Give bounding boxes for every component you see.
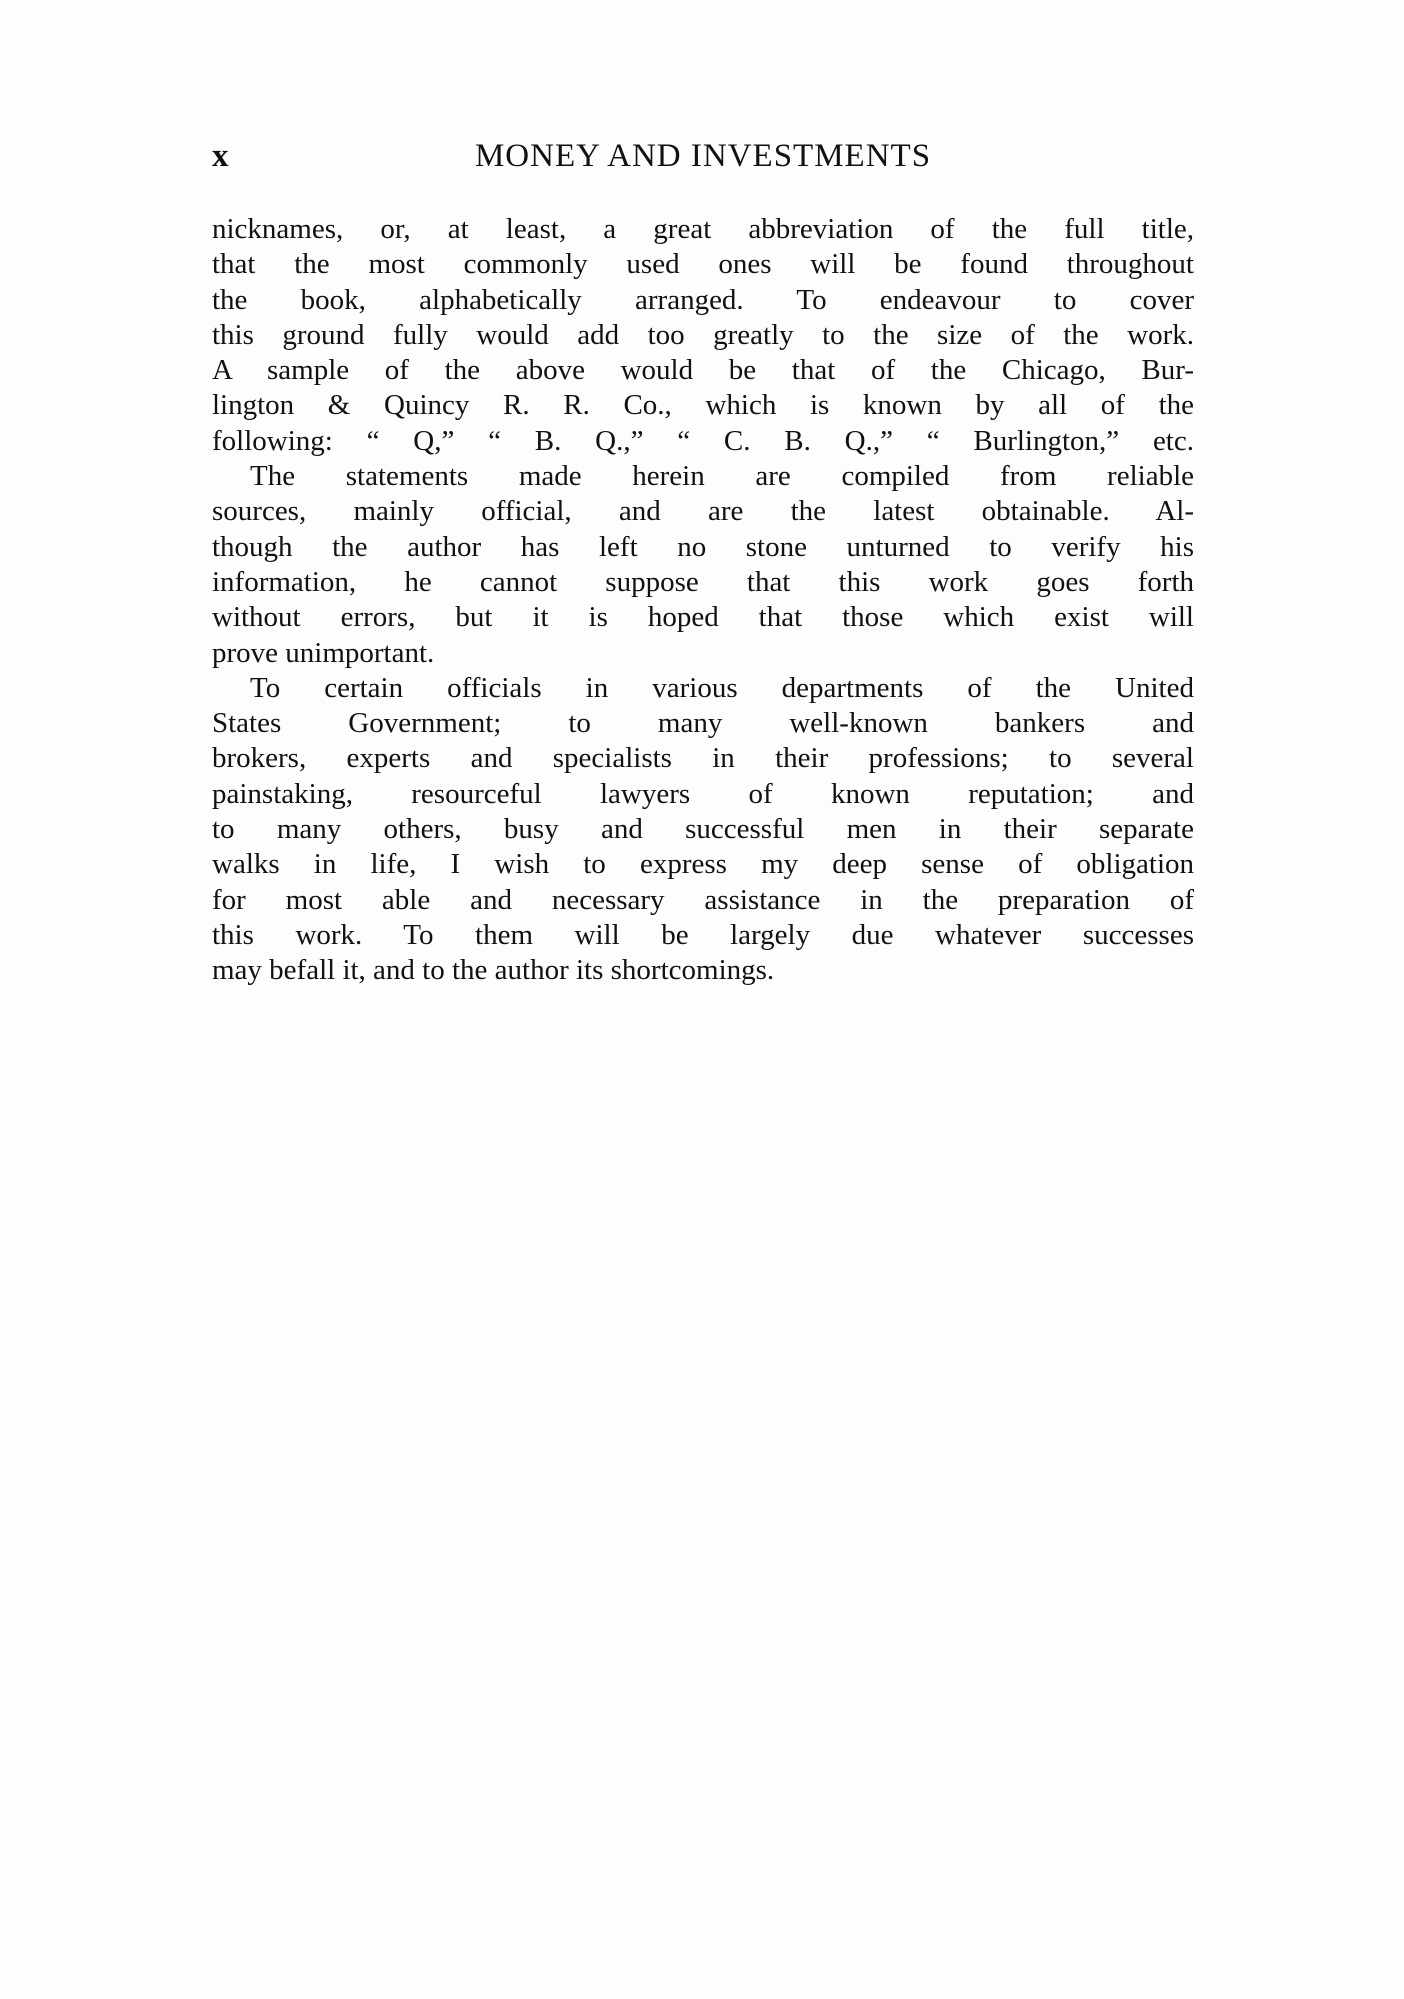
text-line: for most able and necessary assistance in the preparation of xyxy=(212,883,1194,916)
text-line: this work. To them will be largely due whatever successes xyxy=(212,918,1194,951)
text-line: though the author has left no stone unturned to verify his xyxy=(212,530,1194,563)
text-line: the book, alphabetically arranged. To endeavour to cover xyxy=(212,283,1194,316)
text-line: States Government; to many well-known bankers and xyxy=(212,707,1194,740)
page-number: x xyxy=(212,138,229,174)
text-line: following: “ Q,” “ B. Q.,” “ C. B. Q.,” “ Burlington,” etc. xyxy=(212,424,1194,457)
text-line: information, he cannot suppose that this work goes forth xyxy=(212,565,1194,598)
body-text xyxy=(212,212,1194,989)
text-line: sources, mainly official, and are the latest obtainable. Al- xyxy=(212,495,1194,528)
paragraph xyxy=(212,459,1194,671)
text-line: this ground fully would add too greatly to the size of the work. xyxy=(212,318,1194,351)
text-line: walks in life, I wish to express my deep sense of obligation xyxy=(212,848,1194,881)
text-line: A sample of the above would be that of the Chicago, Bur- xyxy=(212,354,1194,387)
text-line: lington & Quincy R. R. Co., which is known by all of the xyxy=(212,389,1194,422)
text-line: may befall it, and to the author its shortcomings. xyxy=(212,954,775,987)
running-title: MONEY AND INVESTMENTS xyxy=(474,138,932,174)
text-line: prove unimportant. xyxy=(212,636,435,669)
text-line: brokers, experts and specialists in their professions; to several xyxy=(212,742,1194,775)
paragraph xyxy=(212,212,1194,459)
running-head xyxy=(212,138,1194,178)
text-line: nicknames, or, at least, a great abbreviation of the full title, xyxy=(212,213,1194,245)
text-line: painstaking, resourceful lawyers of known reputation; and xyxy=(212,777,1194,810)
text-line: to many others, busy and successful men in their separate xyxy=(212,813,1194,846)
text-line: without errors, but it is hoped that those which exist will xyxy=(212,601,1194,634)
paragraph xyxy=(212,671,1194,989)
text-line: To certain officials in various departments of the United xyxy=(250,671,1194,704)
text-line: that the most commonly used ones will be found throughout xyxy=(212,248,1194,281)
text-line: The statements made herein are compiled from reliable xyxy=(250,460,1194,493)
